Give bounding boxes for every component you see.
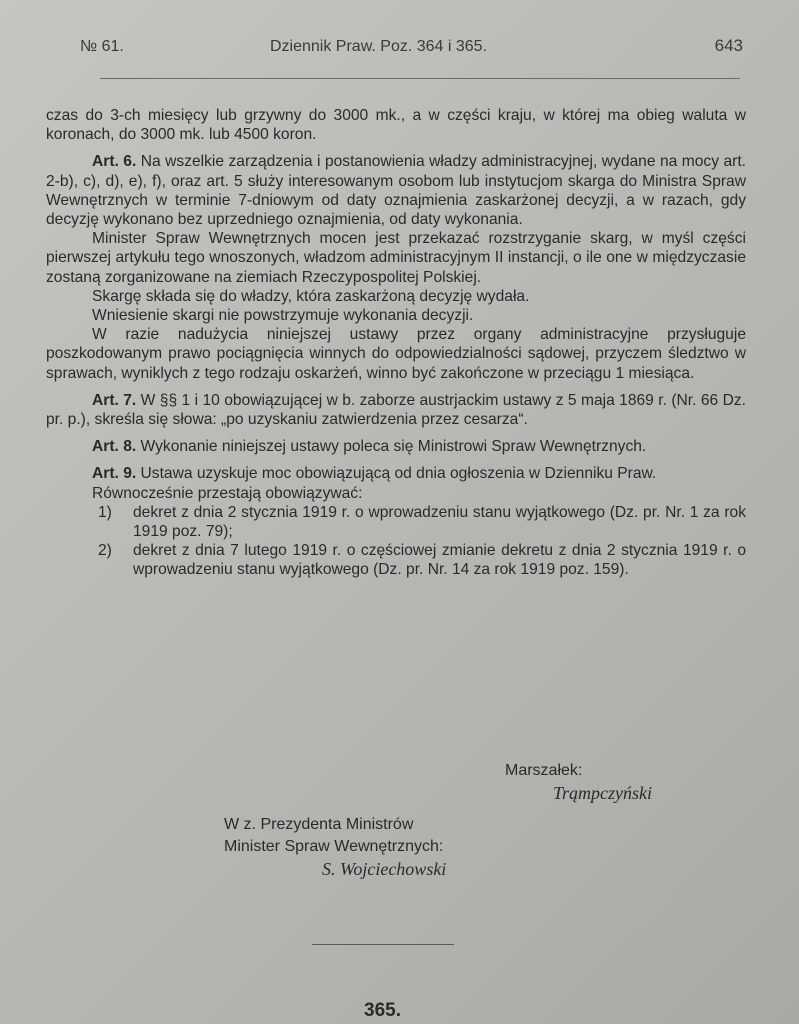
article-label: Art. 9. (92, 465, 137, 483)
list-item: 2) dekret z dnia 7 lutego 1919 r. o częściowej zmianie dekretu z dnia 2 stycznia 1919 r. o wprowadzeniu stanu wyjątkowego (Dz. pr. Nr. 14 za rok 1919 poz. 159). (98, 542, 746, 579)
signature-line: W z. Prezydenta Ministrów (224, 816, 414, 833)
paragraph: czas do 3-ch miesięcy lub grzywny do 3000 mk., a w części kraju, w której ma obieg waluta w koronach, do 3000 mk. lub 4500 koron. (46, 107, 746, 144)
document-body (46, 106, 746, 580)
paragraph: Skargę składa się do władzy, która zaskarżoną decyzję wydała. (92, 287, 530, 305)
repealed-decrees-list (46, 503, 746, 580)
signature-minister (224, 814, 446, 880)
section-rule (312, 944, 454, 945)
signature-marshal (505, 762, 652, 804)
signature-line: Minister Spraw Wewnętrznych: (224, 838, 444, 855)
signature-title: Marszałek: (505, 762, 583, 779)
page-header (80, 36, 743, 60)
paragraph: Minister Spraw Wewnętrznych mocen jest przekazać rozstrzyganie skarg, w myśl części pierwszej artykułu tego wnoszonych, władzom administracyjnym II instancji, o ile one w międzyczasie zostaną zorganizowane na ziemiach Rzeczypospolitej Polskiej. (46, 230, 746, 286)
page-number: 643 (714, 36, 743, 55)
article-label: Art. 6. (92, 153, 137, 171)
paragraph-art-6: Art. 6. Na wszelkie zarządzenia i postanowienia władzy administracyjnej, wydane na mocy art. 2-b), c), d), e), f), oraz art. 5 służy interesowanym osobom lub instytucjom skarga do Ministra Spraw Wewnętrznych w terminie 7-dniowym od daty oznajmienia zaskarżonej decyzji, a w razach, gdy decyzję wykonano bez uprzedniego oznajmienia, od daty wykonania. (46, 153, 746, 229)
paragraph-art-8: Art. 8. Wykonanie niniejszej ustawy poleca się Ministrowi Spraw Wewnętrznych. (92, 438, 647, 456)
paragraph: Wniesienie skargi nie powstrzymuje wykonania decyzji. (92, 307, 474, 325)
article-label: Art. 8. (92, 438, 137, 456)
signature-name: Trąmpczyński (553, 783, 652, 803)
issue-number: № 61. (80, 38, 124, 55)
paragraph: Równocześnie przestają obowiązywać: (92, 484, 363, 502)
journal-title: Dziennik Praw. Poz. 364 i 365. (270, 38, 488, 55)
article-label: Art. 7. (92, 391, 137, 409)
list-item: 1) dekret z dnia 2 stycznia 1919 r. o wprowadzeniu stanu wyjątkowego (Dz. pr. Nr. 1 za rok 1919 poz. 79); (98, 503, 746, 541)
signature-name: S. Wojciechowski (322, 859, 447, 879)
paragraph-art-9: Art. 9. Ustawa uzyskuje moc obowiązującą od dnia ogłoszenia w Dzienniku Praw. (92, 465, 657, 483)
next-position-number: 365. (364, 1000, 401, 1021)
paragraph-art-7: Art. 7. W §§ 1 i 10 obowiązującej w b. zaborze austrjackim ustawy z 5 maja 1869 r. (Nr. 66 Dz. pr. p.), skreśla się słowa: „po uzyskaniu zatwierdzenia przez cesarza“. (46, 391, 746, 429)
paragraph: W razie nadużycia niniejszej ustawy przez organy administracyjne przysługuje poszkodowanym prawo pociągnięcia winnych do odpowiedzialności sądowej, przyczem śledztwo w sprawach, wyniklych z tego rodzaju oskarżeń, winno być zakończone w przeciągu 1 miesiąca. (46, 326, 746, 382)
header-rule (100, 78, 740, 79)
